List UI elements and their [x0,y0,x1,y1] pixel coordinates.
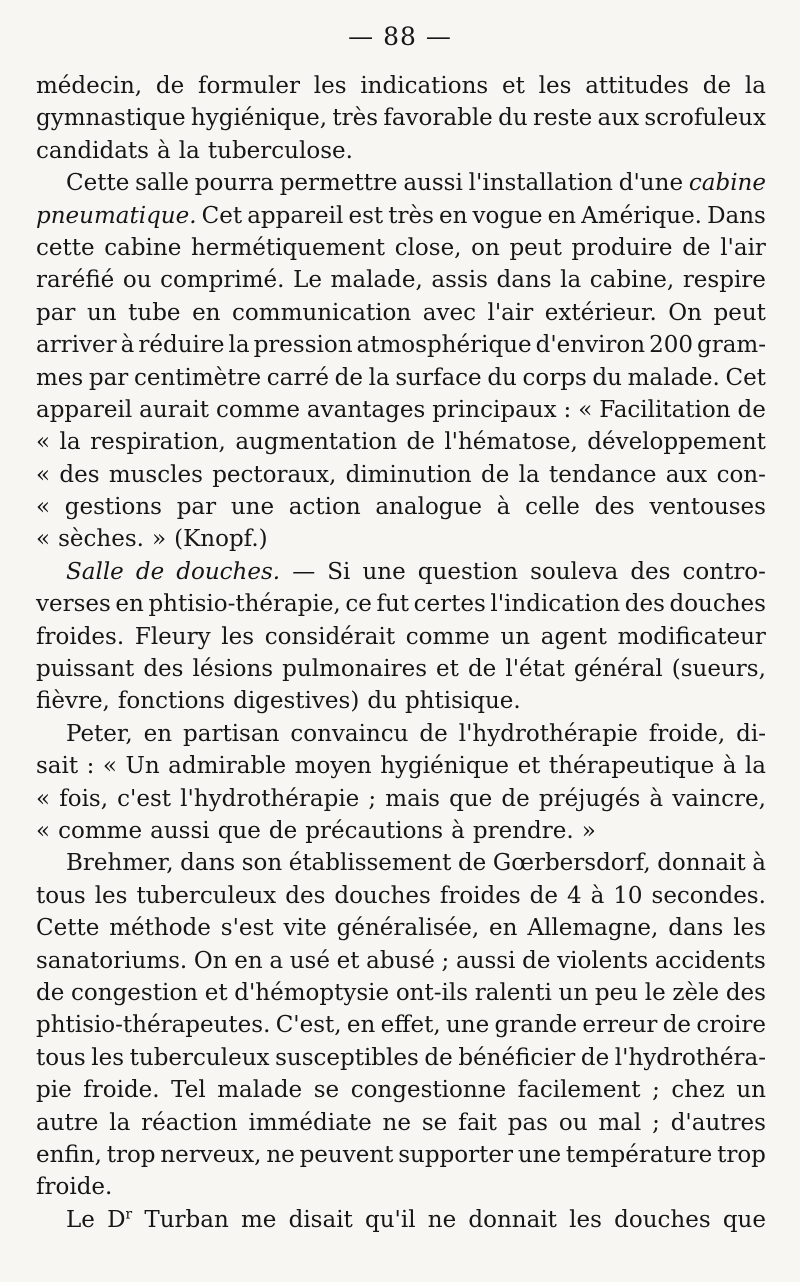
text-line: Salle de douches. — Si une question souleva des contro- [66,558,766,585]
text-line: phtisio-thérapeutes. C'est, en effet, une grande erreur de croire [36,1012,766,1039]
text-line: « sèches. » (Knopf.) [36,526,268,553]
text-line: « la respiration, augmentation de l'hématose, développement [36,429,766,456]
text-line: pie froide. Tel malade se congestionne facilement ; chez un [36,1077,766,1104]
text-line: médecin, de formuler les indications et les attitudes de la [36,73,766,99]
text-line: tous les tuberculeux susceptibles de bénéficier de l'hydrothéra- [36,1044,766,1071]
text-line: « fois, c'est l'hydrothérapie ; mais que de préjugés à vaincre, [36,785,766,812]
text-line: autre la réaction immédiate ne se fait pas ou mal ; d'autres [36,1109,766,1136]
text-line: sanatoriums. On en a usé et abusé ; aussi de violents accidents [36,947,766,974]
paragraph [36,167,766,556]
text-line: fièvre, fonctions digestives) du phtisique. [36,688,521,715]
text-line: Peter, en partisan convaincu de l'hydrothérapie froide, di- [66,720,766,747]
text-line: froides. Fleury les considérait comme un agent modificateur [36,623,766,650]
text-line: « des muscles pectoraux, diminution de la tendance aux con- [36,461,766,488]
text-line: Cette méthode s'est vite généralisée, en Allemagne, dans les [36,915,766,942]
text-line: « comme aussi que de précautions à prendre. » [36,817,596,844]
text-line: appareil aurait comme avantages principaux : « Facilitation de [36,396,766,423]
text-line: par un tube en communication avec l'air extérieur. On peut [36,299,766,326]
text-line: verses en phtisio-thérapie, ce fut certes l'indication des douches [36,591,766,618]
text-line: enfin, trop nerveux, ne peuvent supporter une température trop [36,1141,766,1168]
text-line: candidats à la tuberculose. [36,137,353,164]
text-line: Cette salle pourra permettre aussi l'installation d'une cabine [66,170,766,197]
text-line: sait : « Un admirable moyen hygiénique et thérapeutique à la [36,753,766,780]
paragraph [36,556,766,718]
paragraph [36,847,766,1203]
paragraph [36,718,766,848]
text-line: pneumatique. Cet appareil est très en vogue en Amérique. Dans [36,202,766,229]
page-number: — 88 — [348,22,452,51]
text-line: tous les tuberculeux des douches froides de 4 à 10 secondes. [36,882,766,909]
paragraph [36,70,766,167]
text-line: raréfié ou comprimé. Le malade, assis dans la cabine, respire [36,267,766,294]
text-line: gymnastique hygiénique, très favorable du reste aux scrofuleux [36,105,766,132]
text-line: mes par centimètre carré de la surface du corps du malade. Cet [36,364,766,391]
paragraph [36,1204,766,1236]
text-line: arriver à réduire la pression atmosphérique d'environ 200 gram- [36,332,766,359]
text-line: froide. [36,1174,113,1201]
text-line: Le $D^r$ Turban me disait qu'il ne donnait les douches que [66,1206,766,1233]
body-text [36,70,766,1236]
text-line: puissant des lésions pulmonaires et de l'état général (sueurs, [36,656,766,683]
text-line: de congestion et d'hémoptysie ont-ils ralenti un peu le zèle des [36,979,766,1006]
text-line: Brehmer, dans son établissement de Gœrbersdorf, donnait à [66,850,766,877]
text-line: cette cabine hermétiquement close, on peut produire de l'air [36,234,766,261]
text-line: « gestions par une action analogue à celle des ventouses [36,494,766,521]
